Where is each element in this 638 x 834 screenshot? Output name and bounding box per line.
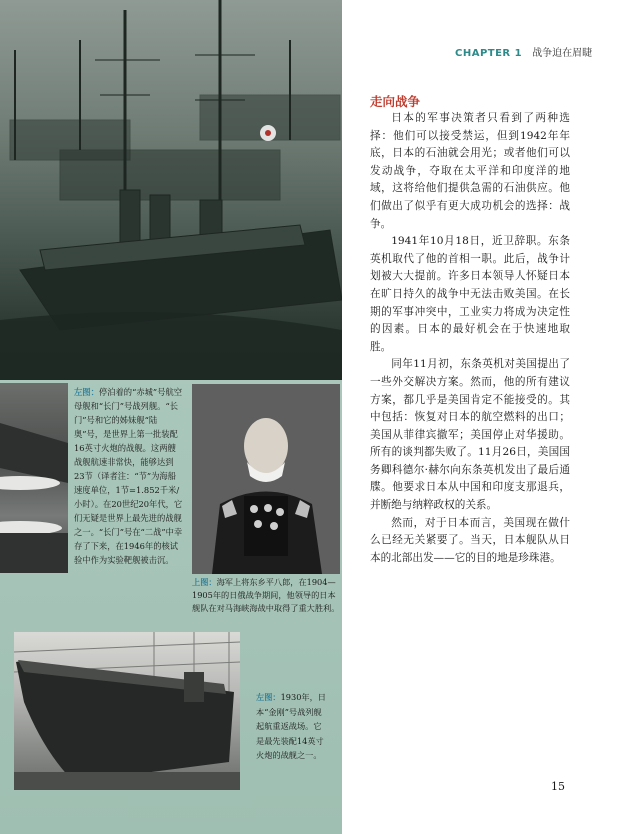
warships-illustration <box>0 0 342 380</box>
caption-togo <box>192 576 342 616</box>
section-title: 走向战争 <box>370 94 421 109</box>
caption-kongo <box>256 690 328 763</box>
caption-label: 左图： <box>74 387 99 397</box>
body-text <box>370 110 570 567</box>
caption-text: 停泊着的“赤城”号航空母舰和“长门”号战列舰。“长门”号和它的姊妹舰“陆奥”号，是世界上第一批装配16英寸火炮的战舰。这两艘战舰航速非常快，能够达到23节（译者注：“节”为海船速度单位，1节=1.852千米/小时）。在20世纪20年代，它们无疑是世界上最先进的战舰之一。“长门”号在“二战”中幸存了下来，在1946年的核试验中作为实验靶舰被击沉。 <box>74 387 183 565</box>
paragraph: 然而，对于日本而言，美国现在做什么已经无关紧要了。当天，日本舰队从日本的北部出发——它的目的地是珍珠港。 <box>370 516 570 564</box>
chapter-label: CHAPTER 1 <box>455 48 523 59</box>
caption-akagi <box>74 385 184 567</box>
caption-text: 海军上将东乡平八郎，在1904—1905年的日俄战争期间，他领导的日本舰队在对马海峡海战中取得了重大胜利。 <box>192 577 340 614</box>
page-number: 15 <box>551 780 565 793</box>
admiral-togo-portrait <box>192 384 340 574</box>
caption-label: 左图： <box>256 692 281 702</box>
akagi-nagato-photo <box>0 383 68 573</box>
kongo-battleship-photo <box>14 632 240 790</box>
fleet-painting <box>0 0 342 380</box>
paragraph: 日本的军事决策者只看到了两种选择：他们可以接受禁运，但到1942年年底，日本的石油就会用光；或者他们可以发动战争，夺取在太平洋和印度洋的地域，这将给他们提供急需的石油供应。他们做出了似乎有更大成功机会的选择：战争。 <box>370 112 570 230</box>
running-header <box>455 44 592 59</box>
chapter-subtitle: 战争迫在眉睫 <box>532 48 593 59</box>
caption-label: 上图： <box>192 577 217 587</box>
paragraph: 1941年10月18日，近卫辞职。东条英机取代了他的首相一职。此后，战争计划被大大提前。许多日本领导人怀疑日本在旷日持久的战争中无法击败美国。在长期的军事冲突中，工业实力将成为决定性的因素。日本的最好机会在于快速地取胜。 <box>370 235 570 353</box>
caption-text: 1930年，日本“金刚”号战列舰起航重返战场。它是最先装配14英寸火炮的战舰之一。 <box>256 692 326 760</box>
paragraph: 同年11月初，东条英机对美国提出了一些外交解决方案。然而，他的所有建议方案，都几乎是美国肯定不能接受的。其中包括：恢复对日本的航空燃料的出口；美国从菲律宾撤军；美国停止对华援助。所有的谈判都失败了。11月26日，美国国务卿科德尔·赫尔向东条英机发出了最后通牒。他要求日本从中国和印度支那退兵，并断绝与纳粹政权的关系。 <box>370 358 570 512</box>
